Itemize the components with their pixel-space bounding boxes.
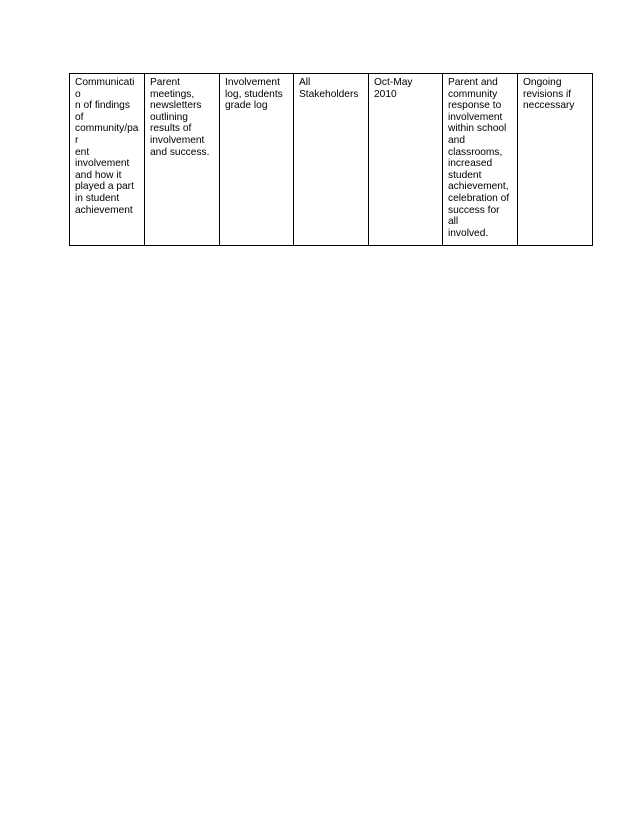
table-cell-activity	[70, 74, 145, 246]
table-cell-evidence	[220, 74, 294, 246]
action-plan-table	[69, 73, 593, 246]
cell-text: Ongoing revisions if neccessary	[523, 77, 575, 112]
table-cell-timeline	[369, 74, 443, 246]
cell-text: Oct-May 2010	[374, 77, 413, 100]
cell-text: All Stakeholders	[299, 77, 359, 100]
cell-text: Communicatio n of findings of community/par ent involvement and how it played a part in student achievement	[75, 77, 139, 216]
cell-text: Parent and community response to involvement within school and classrooms, increased student achievement, celebration of success for all involved.	[448, 77, 510, 239]
table-cell-outcomes	[443, 74, 518, 246]
table-cell-strategies	[145, 74, 220, 246]
table-cell-responsible	[294, 74, 369, 246]
table-row	[70, 74, 593, 246]
cell-text: Involvement log, students grade log	[225, 77, 283, 112]
table-cell-revisions	[518, 74, 593, 246]
cell-text: Parent meetings, newsletters outlining results of involvement and success.	[150, 77, 210, 158]
